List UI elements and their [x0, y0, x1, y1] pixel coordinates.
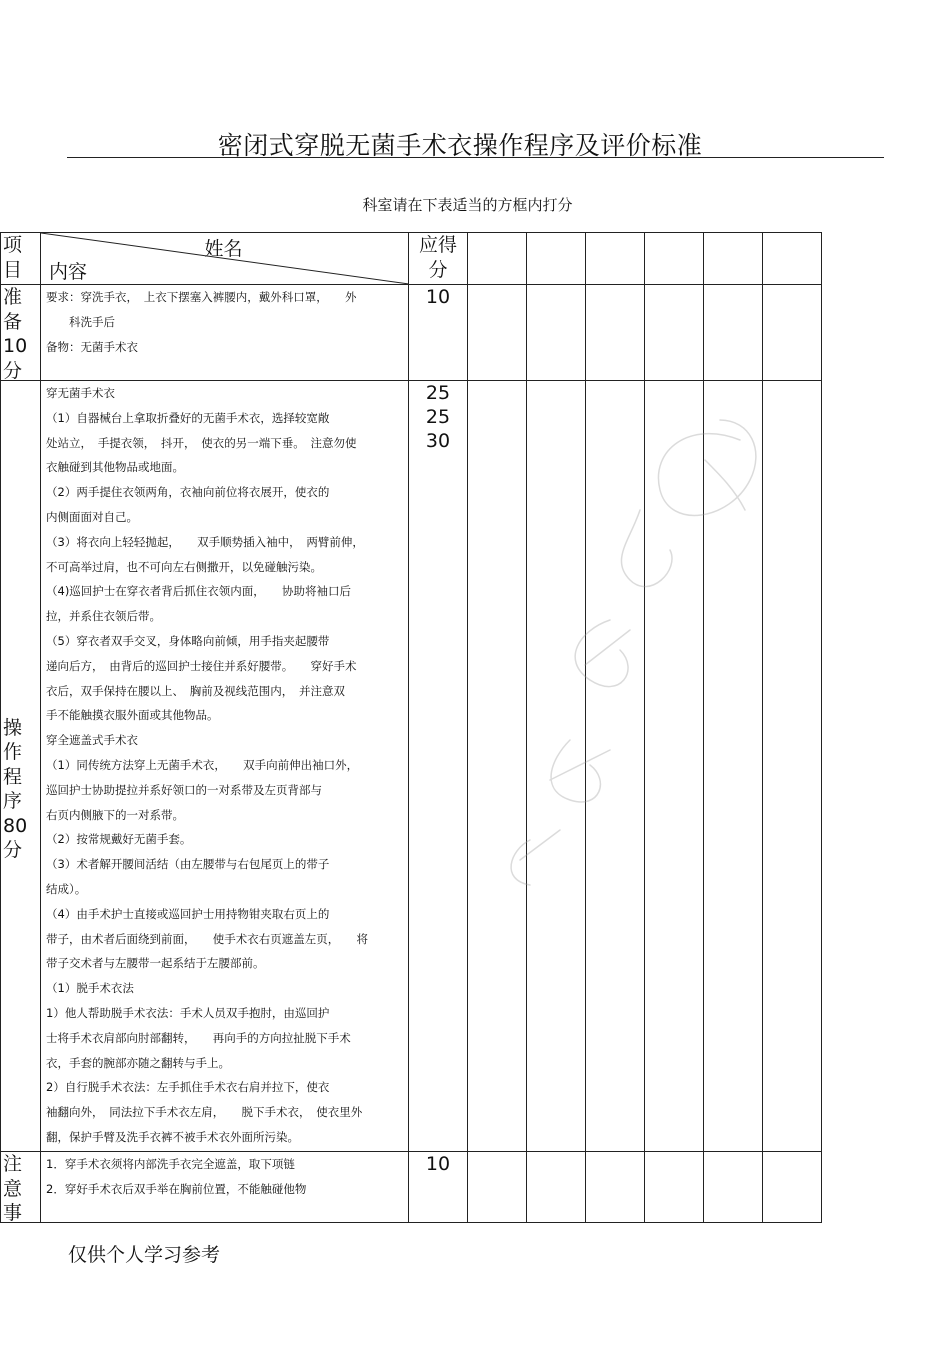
header-row: [1, 233, 822, 285]
document-subtitle: 科室请在下表适当的方框内打分: [362, 196, 573, 214]
content-line: 手不能触摸衣服外面或其他物品。: [46, 708, 219, 723]
content-line: 内侧面面对自己。: [46, 509, 138, 524]
content-line: 要求：穿洗手衣， 上衣下摆塞入裤腰内，戴外科口罩， 外: [46, 290, 357, 304]
content-line: （1）自器械台上拿取折叠好的无菌手术衣，选择较宽敞: [46, 410, 330, 425]
score-box[interactable]: [704, 285, 763, 381]
score-box[interactable]: [763, 285, 822, 381]
content-line: 穿无菌手术衣: [46, 386, 115, 400]
score-box[interactable]: [527, 1152, 586, 1223]
max-score-value: 10: [425, 1153, 451, 1175]
item-text-line: 准: [3, 286, 23, 308]
max-score-value: 25: [425, 406, 451, 428]
score-box[interactable]: [586, 1152, 645, 1223]
content-line: 1．穿手术衣须将内部洗手衣完全遮盖，取下项链: [46, 1157, 295, 1171]
content-line: 备物：无菌手术衣: [46, 339, 138, 354]
content-line: 衣后，双手保持在腰以上、 胸前及视线范围内， 并注意双: [46, 683, 345, 698]
content-cell: [41, 285, 409, 381]
handwritten-watermark: [490, 380, 790, 900]
content-line: （1）脱手术衣法: [46, 981, 134, 996]
content-line: 结成）。: [46, 881, 87, 896]
content-line: 不可高举过肩，也不可向左右侧撒开，以免碰触污染。: [46, 559, 322, 574]
item-text-line: 80: [3, 814, 28, 837]
item-text-line: 意: [3, 1177, 23, 1200]
content-line: 拉，并系住衣领后带。: [46, 609, 161, 624]
header-item-line: 项: [3, 234, 23, 256]
content-line: 带子交术者与左腰带一起系结于左腰部前。: [46, 956, 265, 971]
score-box[interactable]: [468, 1152, 527, 1223]
header-item-line: 目: [3, 259, 23, 281]
content-line: 士将手术衣肩部向肘部翻转， 再向手的方向拉扯脱下手术: [46, 1030, 351, 1045]
content-line: 2）自行脱手术衣法：左手抓住手术衣右肩并拉下，使衣: [46, 1080, 330, 1095]
header-score-line: 分: [428, 259, 448, 281]
content-line: 科洗手后: [46, 314, 115, 329]
max-score-cell: [409, 381, 468, 1152]
content-line: （3）将衣向上轻轻抛起， 双手顺势插入袖中， 两臂前伸，: [46, 534, 364, 549]
score-box[interactable]: [468, 233, 527, 285]
max-score-cell: [409, 1152, 468, 1223]
header-diagonal-cell: [41, 233, 409, 285]
content-cell: [41, 381, 409, 1152]
item-cell: [1, 381, 41, 1152]
content-line: 2．穿好手术衣后双手举在胸前位置，不能触碰他物: [46, 1181, 307, 1196]
score-box[interactable]: [645, 233, 704, 285]
table-row-preparation: [1, 285, 822, 381]
item-text-line: 程: [3, 765, 23, 788]
content-cell: [41, 1152, 409, 1223]
item-text-line: 备: [3, 310, 23, 333]
content-line: 衣，手套的腕部亦随之翻转与手上。: [46, 1055, 230, 1070]
score-box[interactable]: [527, 233, 586, 285]
score-box[interactable]: [763, 233, 822, 285]
header-score-line: 应得: [418, 234, 457, 256]
content-line: （4）由手术护士直接或巡回护士用持物钳夹取右页上的: [46, 906, 330, 921]
table-row-notes: [1, 1152, 822, 1223]
max-score-cell: [409, 285, 468, 381]
content-line: 衣触碰到其他物品或地面。: [46, 460, 184, 475]
score-box[interactable]: [468, 285, 527, 381]
document-title: 密闭式穿脱无菌手术衣操作程序及评价标准: [217, 131, 703, 160]
max-score-value: 10: [425, 286, 451, 308]
content-line: 递向后方， 由背后的巡回护士接住并系好腰带。 穿好手术: [46, 658, 357, 673]
score-box[interactable]: [586, 285, 645, 381]
content-line: （5）穿衣者双手交叉，身体略向前倾，用手指夹起腰带: [46, 633, 330, 648]
content-line: （4)巡回护士在穿衣者背后抓住衣领内面， 协助将袖口后: [46, 584, 352, 599]
content-line: （3）术者解开腰间活结（由左腰带与右包尾页上的带子: [46, 857, 330, 872]
score-box[interactable]: [645, 1152, 704, 1223]
title-underline: [67, 157, 884, 158]
item-cell: [1, 285, 41, 381]
item-text-line: 序: [3, 790, 23, 812]
content-line: 穿全遮盖式手术衣: [46, 733, 138, 748]
item-text-line: 分: [3, 839, 23, 861]
item-cell: [1, 1152, 41, 1223]
item-text-line: 注: [3, 1153, 23, 1175]
score-box[interactable]: [586, 233, 645, 285]
item-text-line: 事: [3, 1202, 23, 1222]
item-text-line: 分: [3, 359, 23, 380]
content-line: 处站立， 手提衣领， 抖开， 使衣的另一端下垂。 注意勿使: [46, 435, 357, 450]
footer-note: 仅供个人学习参考: [68, 1244, 221, 1266]
content-line: 带子，由术者后面绕到前面， 使手术衣右页遮盖左页， 将: [46, 931, 368, 946]
score-box[interactable]: [704, 233, 763, 285]
score-box[interactable]: [763, 1152, 822, 1223]
content-line: 1）他人帮助脱手术衣法：手术人员双手抱肘，由巡回护: [46, 1005, 330, 1020]
content-line: 翻，保护手臂及洗手衣裤不被手术衣外面所污染。: [46, 1129, 299, 1144]
header-content-label: 内容: [49, 261, 88, 283]
content-line: （1）同传统方法穿上无菌手术衣， 双手向前伸出袖口外，: [46, 757, 359, 772]
content-line: （2）按常规戴好无菌手套。: [46, 832, 192, 847]
item-text-line: 10: [3, 335, 28, 357]
max-score-value: 30: [425, 430, 451, 452]
header-item-cell: [1, 233, 41, 285]
content-line: 巡回护士协助提拉并系好领口的一对系带及左页背部与: [46, 782, 322, 797]
score-box[interactable]: [527, 285, 586, 381]
item-text-line: 作: [3, 741, 23, 763]
content-line: （2）两手提住衣领两角，衣袖向前位将衣展开，使衣的: [46, 485, 330, 500]
content-line: 袖翻向外， 同法拉下手术衣左肩， 脱下手术衣， 使衣里外: [46, 1105, 363, 1120]
score-box[interactable]: [704, 1152, 763, 1223]
max-score-value: 25: [425, 382, 451, 404]
score-box[interactable]: [645, 285, 704, 381]
header-name-label: 姓名: [204, 238, 243, 260]
content-line: 右页内侧腋下的一对系带。: [46, 807, 184, 822]
item-text-line: 操: [3, 716, 23, 739]
header-score-cell: [409, 233, 468, 285]
